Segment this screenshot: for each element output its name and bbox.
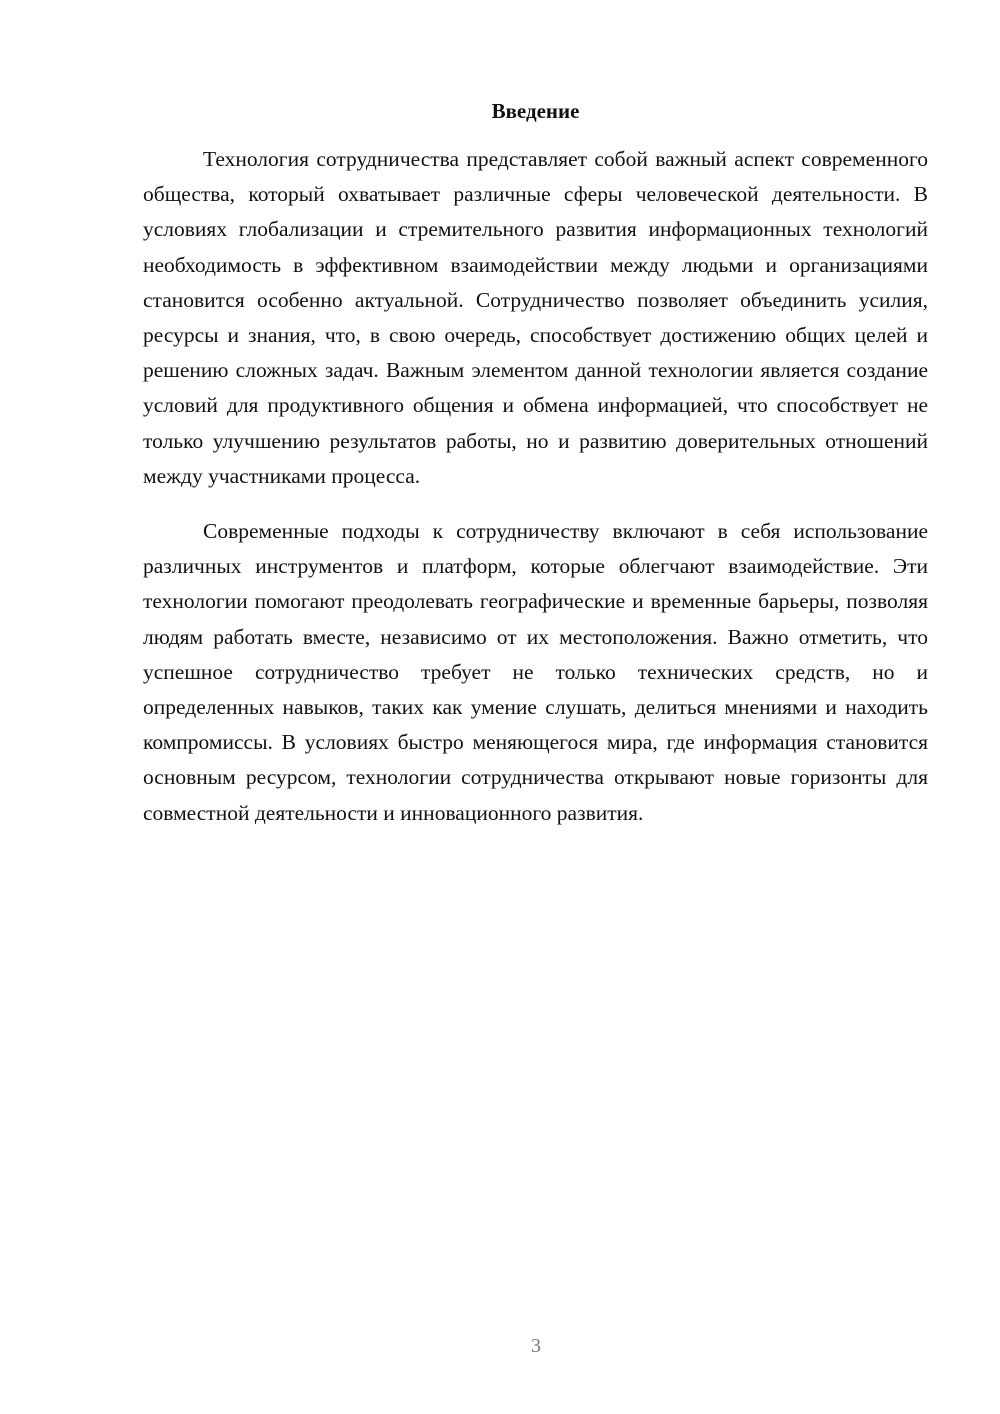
paragraph-2: Современные подходы к сотрудничеству включают в себя использование различных инструментов и платформ, которые облегчают взаимодействие. Эти технологии помогают преодолевать географические и временные барьеры, позволяя людям работать вместе, независимо от их местоположения. Важно отметить, что успешное сотрудничество требует не только технических средств, но и определенных навыков, таких как умение слушать, делиться мнениями и находить компромиссы. В условиях быстро меняющегося мира, где информация становится основным ресурсом, технологии сотрудничества открывают новые горизонты для совместной деятельности и инновационного развития. [143,519,928,825]
section-heading: Введение [491,99,580,123]
paragraph-1: Технология сотрудничества представляет собой важный аспект современного общества, который охватывает различные сферы человеческой деятельности. В условиях глобализации и стремительного развития информационных технологий необходимость в эффективном взаимодействии между людьми и организациями становится особенно актуальной. Сотрудничество позволяет объединить усилия, ресурсы и знания, что, в свою очередь, способствует достижению общих целей и решению сложных задач. Важным элементом данной технологии является создание условий для продуктивного общения и обмена информацией, что способствует не только улучшению результатов работы, но и развитию доверительных отношений между участниками процесса. [143,147,928,488]
page-number: 3 [531,1335,541,1357]
body-text [143,142,928,831]
